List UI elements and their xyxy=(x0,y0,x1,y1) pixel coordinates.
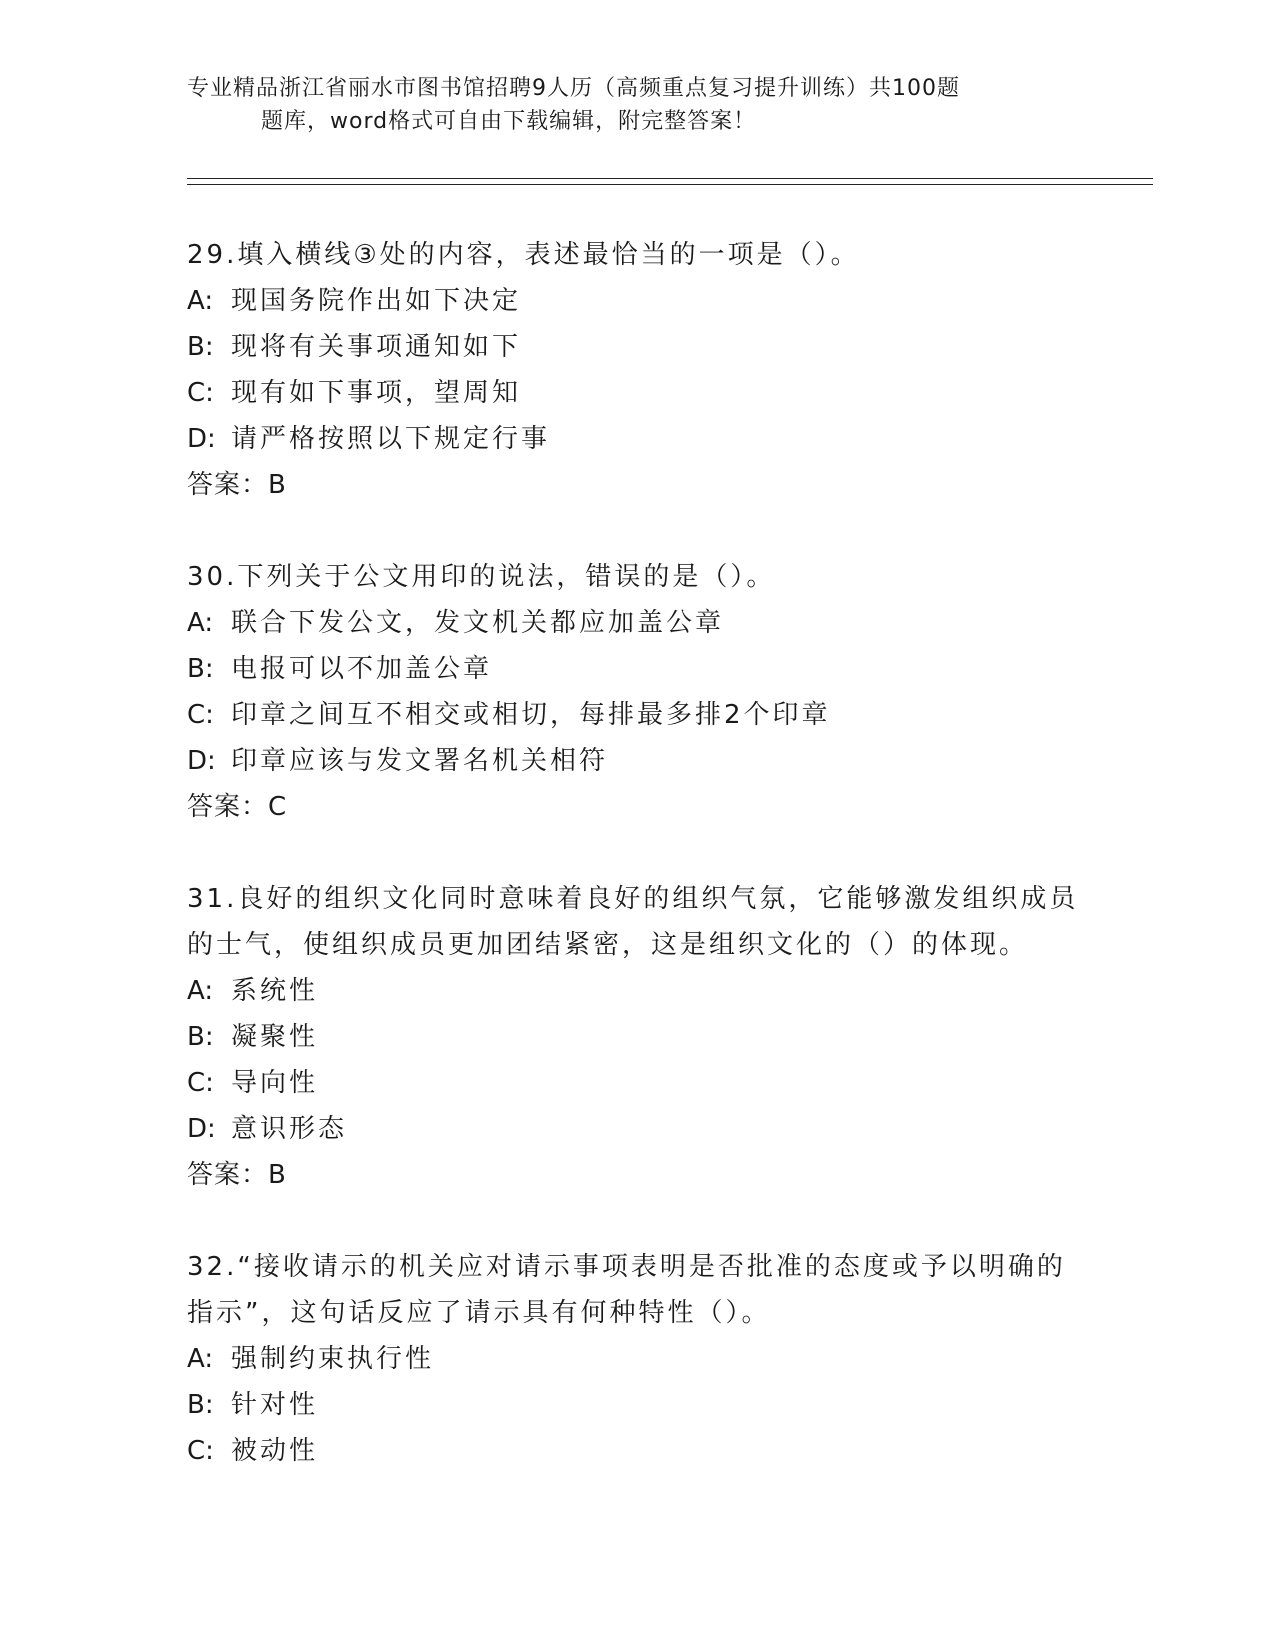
option-letter: A: xyxy=(187,286,214,316)
option-letter: D: xyxy=(187,746,216,776)
option-text: 现将有关事项通知如下 xyxy=(231,332,522,362)
option-letter: A: xyxy=(187,608,214,638)
answer: 答案：B xyxy=(187,1160,287,1190)
option-a xyxy=(187,600,1107,646)
option-letter: A: xyxy=(187,976,214,1006)
question-32 xyxy=(187,1244,1107,1474)
option-letter: C: xyxy=(187,378,214,408)
option-d xyxy=(187,416,1107,462)
option-text: 请严格按照以下规定行事 xyxy=(231,424,551,454)
header-divider xyxy=(187,178,1153,185)
option-text: 电报可以不加盖公章 xyxy=(231,654,493,684)
option-letter: D: xyxy=(187,424,216,454)
option-d xyxy=(187,1106,1107,1152)
question-30 xyxy=(187,554,1107,830)
answer: 答案：B xyxy=(187,470,287,500)
option-text: 现国务院作出如下决定 xyxy=(231,286,522,316)
question-29 xyxy=(187,232,1107,508)
option-letter: C: xyxy=(187,1068,214,1098)
option-text: 强制约束执行性 xyxy=(231,1344,435,1374)
option-b xyxy=(187,324,1107,370)
option-text: 印章应该与发文署名机关相符 xyxy=(231,746,609,776)
question-31 xyxy=(187,876,1107,1198)
option-text: 被动性 xyxy=(231,1436,319,1466)
option-b xyxy=(187,1382,1107,1428)
option-text: 系统性 xyxy=(231,976,319,1006)
option-letter: C: xyxy=(187,700,214,730)
option-c xyxy=(187,370,1107,416)
option-b xyxy=(187,646,1107,692)
header-title-line-2: 题库，word格式可自由下载编辑，附完整答案！ xyxy=(261,109,757,134)
option-text: 意识形态 xyxy=(231,1114,348,1144)
option-text: 印章之间互不相交或相切，每排最多排2个印章 xyxy=(231,700,831,730)
header-title-line-1: 专业精品浙江省丽水市图书馆招聘9人历（高频重点复习提升训练）共100题 xyxy=(187,76,960,101)
option-text: 现有如下事项，望周知 xyxy=(231,378,522,408)
option-c xyxy=(187,1060,1107,1106)
option-text: 导向性 xyxy=(231,1068,319,1098)
option-a xyxy=(187,278,1107,324)
option-text: 针对性 xyxy=(231,1390,319,1420)
option-text: 联合下发公文，发文机关都应加盖公章 xyxy=(231,608,725,638)
option-b xyxy=(187,1014,1107,1060)
option-letter: A: xyxy=(187,1344,214,1374)
option-a xyxy=(187,1336,1107,1382)
option-c xyxy=(187,1428,1107,1474)
option-letter: B: xyxy=(187,1022,214,1052)
option-d xyxy=(187,738,1107,784)
option-letter: D: xyxy=(187,1114,216,1144)
question-stem: 32.“接收请示的机关应对请示事项表明是否批准的态度或予以明确的指示”，这句话反应了请示具有何种特性（）。 xyxy=(187,1252,1066,1328)
option-letter: B: xyxy=(187,654,214,684)
option-a xyxy=(187,968,1107,1014)
option-c xyxy=(187,692,1107,738)
page-header xyxy=(187,72,1087,138)
question-stem: 29.填入横线③处的内容，表述最恰当的一项是（）。 xyxy=(187,240,860,270)
question-list xyxy=(187,232,1107,1520)
question-stem: 30.下列关于公文用印的说法，错误的是（）。 xyxy=(187,562,776,592)
option-letter: B: xyxy=(187,1390,214,1420)
answer: 答案：C xyxy=(187,792,288,822)
option-text: 凝聚性 xyxy=(231,1022,319,1052)
option-letter: B: xyxy=(187,332,214,362)
question-stem: 31.良好的组织文化同时意味着良好的组织气氛，它能够激发组织成员的士气，使组织成员更加团结紧密，这是组织文化的（）的体现。 xyxy=(187,884,1079,960)
option-letter: C: xyxy=(187,1436,214,1466)
